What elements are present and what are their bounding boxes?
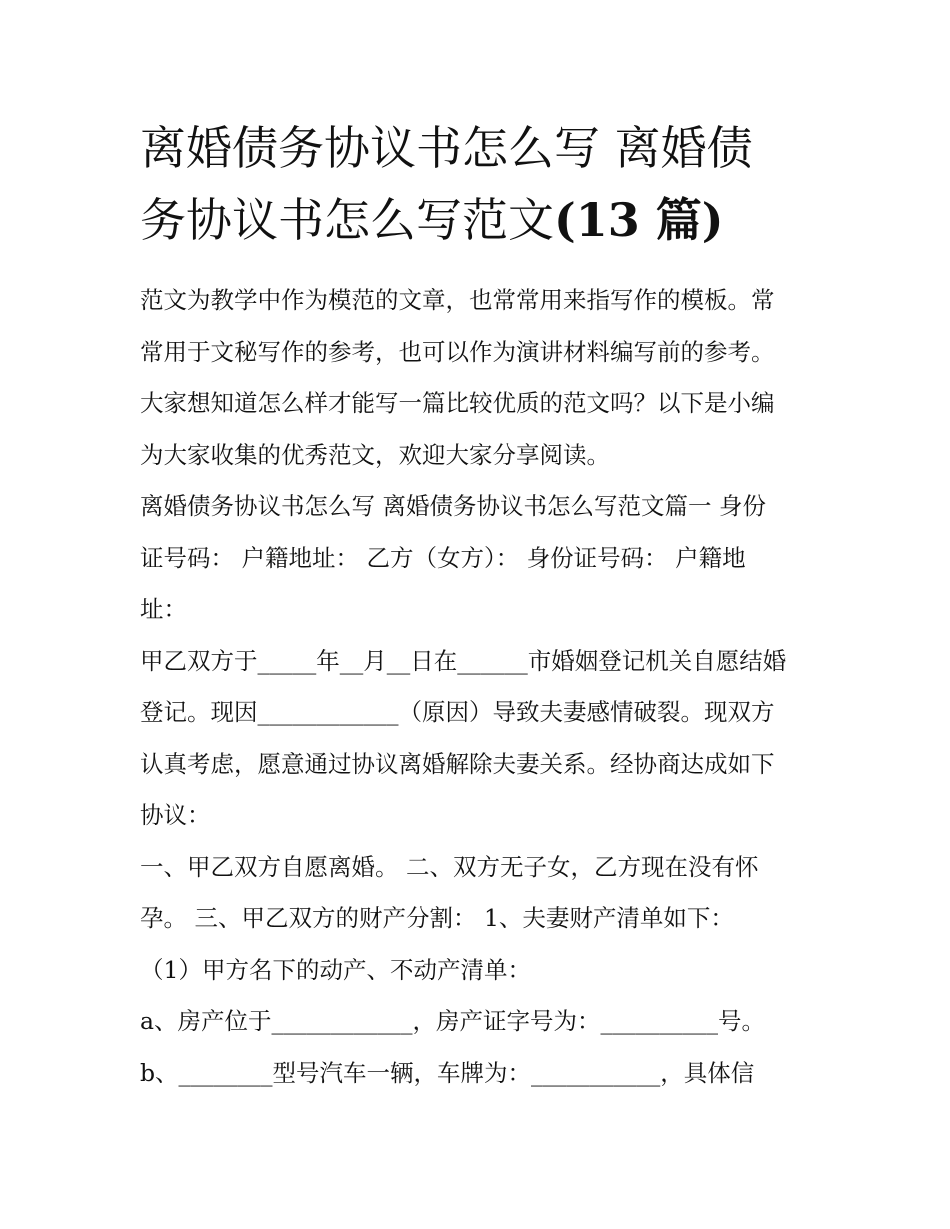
body-line: 甲乙双方于_____年__月__日在______市婚姻登记机关自愿结婚 bbox=[140, 646, 787, 675]
body-line: a、房产位于____________，房产证字号为：__________号。 bbox=[140, 1007, 766, 1035]
body-line: 证号码： 户籍地址： 乙方（女方）： 身份证号码： 户籍地 bbox=[140, 543, 746, 572]
body-line: 协议： bbox=[140, 801, 211, 829]
title-count: (13 篇) bbox=[554, 193, 724, 247]
title-line-2: 务协议书怎么写范文(13 篇) bbox=[140, 193, 724, 247]
body-line: 范文为教学中作为模范的文章，也常常用来指写作的模板。常 bbox=[140, 286, 775, 314]
body-line: b、________型号汽车一辆，车牌为：___________，具体信 bbox=[140, 1058, 755, 1087]
body-line: 一、甲乙双方自愿离婚。 二、双方无子女，乙方现在没有怀 bbox=[140, 852, 759, 881]
body-line: 常用于文秘写作的参考，也可以作为演讲材料编写前的参考。 bbox=[140, 337, 775, 366]
body-line: 登记。现因____________（原因）导致夫妻感情破裂。现双方 bbox=[140, 698, 775, 726]
document-title bbox=[140, 112, 820, 256]
body-line: （1）甲方名下的动产、不动产清单： bbox=[140, 955, 531, 984]
body-line: 为大家收集的优秀范文，欢迎大家分享阅读。 bbox=[140, 440, 610, 469]
document-body bbox=[140, 275, 830, 1099]
title-line-1: 离婚债务协议书怎么写 离婚债 bbox=[140, 121, 753, 175]
body-line: 址： bbox=[140, 595, 187, 623]
body-line: 孕。 三、甲乙双方的财产分割： 1、夫妻财产清单如下： bbox=[140, 904, 734, 932]
body-line: 大家想知道怎么样才能写一篇比较优质的范文吗？以下是小编 bbox=[140, 389, 775, 417]
body-line: 离婚债务协议书怎么写 离婚债务协议书怎么写范文篇一 身份 bbox=[140, 492, 766, 520]
body-line: 认真考虑，愿意通过协议离婚解除夫妻关系。经协商达成如下 bbox=[140, 749, 775, 778]
